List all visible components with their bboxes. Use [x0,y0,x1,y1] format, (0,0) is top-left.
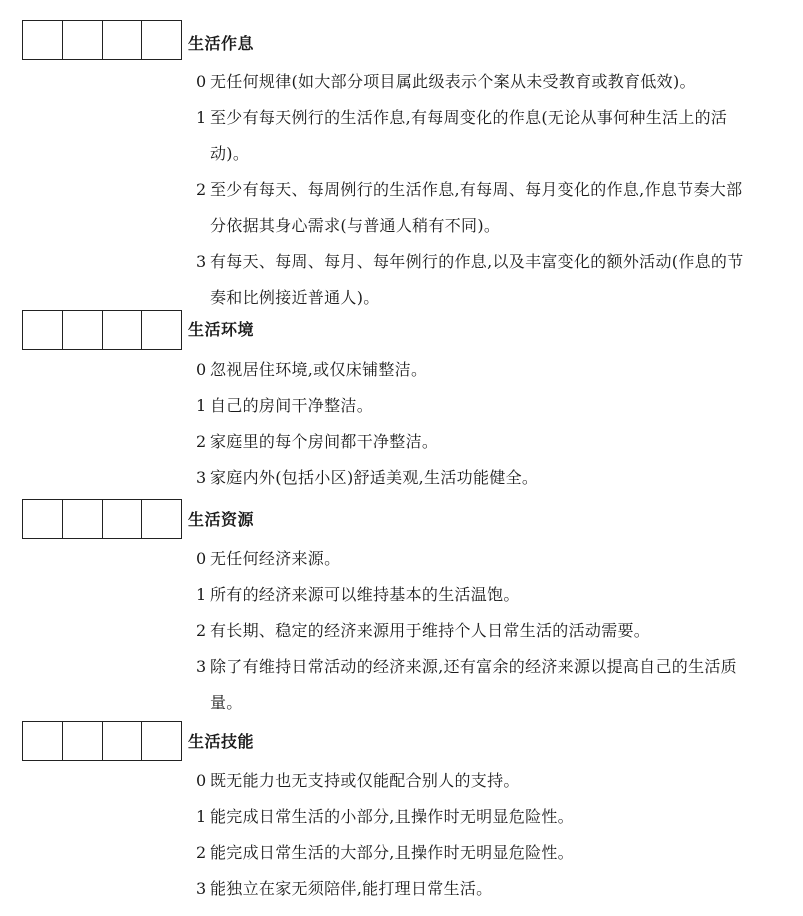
list-item [196,172,756,244]
score-box[interactable] [63,311,103,349]
score-box[interactable] [103,500,143,538]
level-number: 1 [196,807,207,826]
section-title: 生活资源 [188,510,255,529]
score-box[interactable] [103,311,143,349]
level-number: 3 [196,468,207,487]
level-text: 家庭内外(包括小区)舒适美观,生活功能健全。 [210,468,539,487]
list-item [196,460,756,496]
list-item [196,799,756,835]
level-text: 无任何经济来源。 [210,549,341,568]
score-box[interactable] [103,722,143,760]
score-box[interactable] [23,311,63,349]
level-number: 2 [196,432,207,451]
level-number: 0 [196,771,207,790]
level-number: 3 [196,252,207,271]
level-text: 无任何规律(如大部分项目属此级表示个案从未受教育或教育低效)。 [210,72,696,91]
score-box[interactable] [142,500,181,538]
level-text: 能完成日常生活的大部分,且操作时无明显危险性。 [210,843,574,862]
score-box[interactable] [142,722,181,760]
section-title: 生活环境 [188,320,255,339]
section-title: 生活作息 [188,34,255,53]
level-number: 2 [196,843,207,862]
score-box[interactable] [142,311,181,349]
list-item [196,352,756,388]
level-text: 既无能力也无支持或仅能配合别人的支持。 [210,771,520,790]
level-number: 3 [196,879,207,898]
list-item [196,577,756,613]
score-boxes[interactable] [22,310,182,350]
list-item [196,424,756,460]
level-number: 3 [196,657,207,676]
level-number: 0 [196,360,207,379]
level-number: 2 [196,621,207,640]
list-item [196,649,756,721]
score-boxes[interactable] [22,20,182,60]
level-text: 除了有维持日常活动的经济来源,还有富余的经济来源以提高自己的生活质量。 [210,657,737,712]
score-boxes[interactable] [22,721,182,761]
score-box[interactable] [23,500,63,538]
criteria-list [196,763,756,907]
score-box[interactable] [23,722,63,760]
level-number: 2 [196,180,207,199]
level-number: 1 [196,108,207,127]
level-text: 家庭里的每个房间都干净整洁。 [210,432,439,451]
level-text: 能独立在家无须陪伴,能打理日常生活。 [210,879,493,898]
score-box[interactable] [63,21,103,59]
list-item [196,244,756,316]
level-number: 0 [196,549,207,568]
criteria-list [196,64,756,316]
list-item [196,613,756,649]
level-text: 至少有每天、每周例行的生活作息,有每周、每月变化的作息,作息节奏大部分依据其身心需求(与普通人稍有不同)。 [210,180,743,235]
list-item [196,64,756,100]
score-box[interactable] [103,21,143,59]
level-text: 有长期、稳定的经济来源用于维持个人日常生活的活动需要。 [210,621,651,640]
list-item [196,835,756,871]
level-text: 有每天、每周、每月、每年例行的作息,以及丰富变化的额外活动(作息的节奏和比例接近普通人)。 [210,252,744,307]
criteria-list [196,352,756,496]
level-number: 0 [196,72,207,91]
list-item [196,871,756,907]
score-box[interactable] [23,21,63,59]
section-title: 生活技能 [188,732,255,751]
level-text: 自己的房间干净整洁。 [210,396,374,415]
list-item [196,100,756,172]
score-box[interactable] [63,500,103,538]
level-number: 1 [196,396,207,415]
level-text: 能完成日常生活的小部分,且操作时无明显危险性。 [210,807,574,826]
list-item [196,541,756,577]
list-item [196,388,756,424]
score-boxes[interactable] [22,499,182,539]
level-text: 至少有每天例行的生活作息,有每周变化的作息(无论从事何种生活上的活动)。 [210,108,728,163]
level-text: 所有的经济来源可以维持基本的生活温饱。 [210,585,520,604]
list-item [196,763,756,799]
score-box[interactable] [63,722,103,760]
score-box[interactable] [142,21,181,59]
level-text: 忽视居住环境,或仅床铺整洁。 [210,360,428,379]
level-number: 1 [196,585,207,604]
criteria-list [196,541,756,721]
